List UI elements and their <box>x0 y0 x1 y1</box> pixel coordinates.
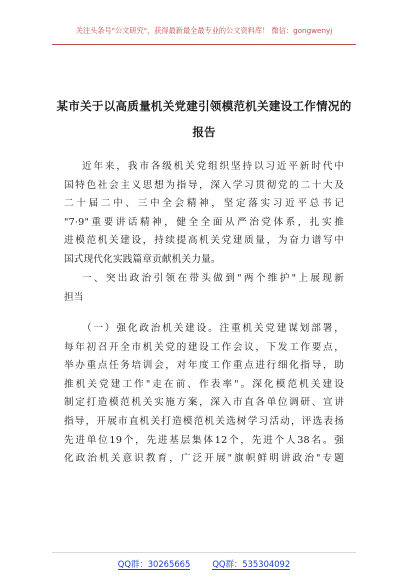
footer-qq-group-1[interactable]: QQ群：30265665 <box>117 559 191 569</box>
document-title-line-1: 某市关于以高质量机关党建引领模范机关建设工作情况的 <box>56 99 352 113</box>
header-rule <box>52 44 356 45</box>
paragraph-line: 每年初召开全市机关党的建设工作会议，下发工作要点， <box>64 341 344 353</box>
footer-rule <box>52 552 356 553</box>
paragraph-line: 先进单位19个，先进基层集体12个，先进个人38名。强 <box>64 434 344 446</box>
paragraph-line: 化政治机关意识教育，广泛开展"旗帜鲜明讲政治"专题 <box>64 453 344 465</box>
section-heading-line: 担当 <box>64 291 84 303</box>
paragraph-line: 二十届二中、三中全会精神，坚定落实习近平总书记 <box>64 198 344 210</box>
paragraph-line: 国式现代化实践篇章贡献机关力量。 <box>64 253 221 265</box>
paragraph-political-organ <box>64 320 344 469</box>
paragraph-line: "7·9"重要讲话精神，健全全面从严治党体系，扎实推 <box>64 216 344 228</box>
paragraph-line: 国特色社会主义思想为指导，深入学习贯彻党的二十大及 <box>64 179 344 191</box>
paragraph-line: 进模范机关建设，持续提高机关党建质量，为奋力谱写中 <box>64 235 344 247</box>
header-note: 关注头条号"公文研究"，获得最新最全最专业的公文资料库！ 微信：gongwenyj <box>75 26 333 35</box>
paragraph-line: 指导，开展市直机关打造模范机关选树学习活动，评选表扬 <box>64 415 344 427</box>
section-heading-line: 一、突出政治引领在带头做到"两个维护"上展现新 <box>82 273 344 284</box>
paragraph-line: 制定打造模范机关实施方案，深入市直各单位调研、宣讲 <box>64 397 344 409</box>
paragraph-line: 举办重点任务培训会，对年度工作重点进行细化指导，助 <box>64 360 344 372</box>
document-title-line-2: 报告 <box>192 125 216 139</box>
paragraph-line: （一）强化政治机关建设。注重机关党建谋划部署， <box>82 323 344 334</box>
section-heading-1 <box>64 270 344 307</box>
footer-contacts <box>0 558 408 570</box>
footer-qq-group-2[interactable]: QQ群：535304092 <box>212 559 291 569</box>
paragraph-intro <box>64 158 344 270</box>
paragraph-line: 近年来，我市各级机关党组织坚持以习近平新时代中 <box>82 161 344 172</box>
paragraph-line: 推机关党建工作"走在前、作表率"。深化模范机关建设 <box>64 378 344 390</box>
